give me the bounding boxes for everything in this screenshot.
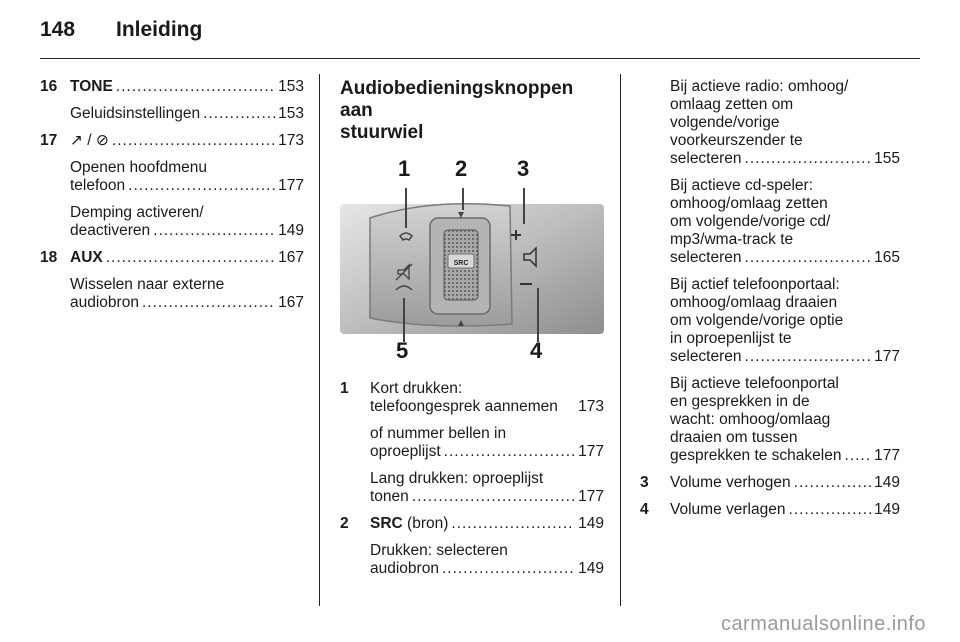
entry-number: 17	[40, 132, 58, 149]
src-button-label: SRC	[453, 260, 469, 267]
page-reference-link[interactable]: 149	[578, 560, 604, 577]
leader-dots	[444, 443, 575, 461]
entry-keyword: audiobron	[70, 294, 139, 311]
page-reference-link[interactable]: 167	[278, 249, 304, 266]
page-reference-link[interactable]: 167	[278, 294, 304, 311]
index-entry	[40, 249, 304, 267]
leader-dots	[106, 249, 275, 267]
entry-text-line: Bij actieve radio: omhoog/	[670, 78, 849, 95]
entry-number: 1	[340, 380, 349, 397]
entry-keyword: oproeplijst	[370, 443, 441, 460]
leader-dots	[142, 294, 275, 312]
index-entry	[40, 105, 304, 123]
index-entry	[340, 542, 604, 578]
leader-dots	[745, 348, 872, 366]
entry-text-line: en gesprekken in de	[670, 393, 810, 410]
entry-text-line: voorkeurszender te	[670, 132, 803, 149]
entry-keyword: SRC	[370, 515, 403, 532]
page-reference-link[interactable]: 173	[278, 132, 304, 149]
column-divider-1	[319, 74, 320, 606]
entry-keyword: selecteren	[670, 150, 742, 167]
page-reference-link[interactable]: 149	[278, 222, 304, 239]
entry-keyword: gesprekken te schakelen	[670, 447, 842, 464]
figure-label-1: 1	[398, 156, 411, 181]
index-entry	[340, 515, 604, 533]
leader-dots	[153, 222, 275, 240]
leader-dots	[442, 560, 575, 578]
entry-keyword: Geluidsinstellingen	[70, 105, 201, 122]
entry-text-line: Drukken: selecteren	[370, 542, 508, 559]
watermark: carmanualsonline.info	[720, 613, 926, 635]
page-reference-link[interactable]: 153	[278, 105, 304, 122]
index-entry	[640, 375, 900, 465]
index-entry	[40, 204, 304, 240]
page-reference-link[interactable]: 177	[874, 447, 900, 464]
entry-keyword: AUX	[70, 249, 103, 266]
entry-text-line: Openen hoofdmenu	[70, 159, 208, 176]
steering-wheel-controls-illustration	[340, 158, 604, 366]
steering-wheel-controls-figure	[340, 158, 604, 366]
leader-dots	[745, 249, 872, 267]
leader-dots	[128, 177, 275, 195]
entry-suffix: (bron)	[402, 515, 449, 532]
entry-keyword: TONE	[70, 78, 113, 95]
page-reference-link[interactable]: 177	[578, 488, 604, 505]
page-reference-link[interactable]: 149	[874, 501, 900, 518]
entry-keyword: telefoon	[70, 177, 126, 194]
index-entry	[40, 159, 304, 195]
entry-number: 16	[40, 78, 58, 95]
entry-text-line: wacht: omhoog/omlaag	[670, 411, 831, 428]
entry-label	[670, 474, 791, 492]
entry-text-line: Bij actief telefoonportaal:	[670, 276, 840, 293]
header-divider	[40, 58, 920, 59]
entry-label	[670, 501, 785, 519]
entry-text-line: om volgende/vorige cd/	[670, 213, 831, 230]
index-entry	[340, 470, 604, 506]
entry-label	[670, 348, 742, 366]
leader-dots	[203, 105, 275, 123]
index-column-1	[40, 78, 304, 321]
entry-number: 2	[340, 515, 349, 532]
page-reference-link[interactable]: 177	[874, 348, 900, 365]
leader-dots	[794, 474, 871, 492]
entry-keyword: ↗ / ⊘	[70, 132, 109, 149]
figure-label-4: 4	[530, 338, 543, 363]
index-entry	[640, 276, 900, 366]
entry-label	[670, 447, 841, 465]
entry-number: 4	[640, 501, 649, 518]
entry-label	[70, 294, 139, 312]
page-reference-link[interactable]: 165	[874, 249, 900, 266]
entry-keyword: Volume verhogen	[670, 474, 791, 491]
index-entry	[640, 474, 900, 492]
entry-label	[370, 443, 441, 461]
entry-text-line: in oproepenlijst te	[670, 330, 792, 347]
entry-text-line: Kort drukken:	[370, 380, 463, 397]
section-title	[340, 78, 604, 144]
entry-label	[70, 78, 113, 96]
index-entry	[40, 132, 304, 150]
entry-keyword: telefoongesprek aannemen	[370, 398, 558, 415]
index-entry	[640, 78, 900, 168]
entry-keyword: deactiveren	[70, 222, 151, 239]
index-entry	[640, 501, 900, 519]
figure-label-3: 3	[517, 156, 530, 181]
page-reference-link[interactable]: 149	[578, 515, 604, 532]
section-title-line-1: Audiobedieningsknoppen aan	[340, 78, 574, 121]
index-entry	[340, 425, 604, 461]
page-reference-link[interactable]: 155	[874, 150, 900, 167]
entry-text-line: om volgende/vorige optie	[670, 312, 844, 329]
column-divider-2	[620, 74, 621, 606]
entry-label	[370, 560, 439, 578]
entry-text-line: Demping activeren/	[70, 204, 204, 221]
index-column-2	[340, 78, 604, 587]
figure-label-2: 2	[455, 156, 468, 181]
entry-text-line: Lang drukken: oproeplijst	[370, 470, 544, 487]
leader-dots	[412, 488, 575, 506]
page-reference-link[interactable]: 177	[578, 443, 604, 460]
entry-label	[370, 515, 448, 533]
leader-dots	[112, 132, 275, 150]
entry-text-line: Bij actieve telefoonportal	[670, 375, 839, 392]
entry-number: 3	[640, 474, 649, 491]
entry-text-line: Wisselen naar externe	[70, 276, 225, 293]
entry-keyword: audiobron	[370, 560, 439, 577]
entry-text-line: omhoog/omlaag zetten	[670, 195, 828, 212]
entry-keyword: Volume verlagen	[670, 501, 786, 518]
entry-label	[670, 150, 742, 168]
leader-dots	[788, 501, 871, 519]
page-reference-link[interactable]: 177	[278, 177, 304, 194]
section-title-line-2: stuurwiel	[340, 122, 424, 143]
entry-keyword: tonen	[370, 488, 409, 505]
entry-text-line: omhoog/omlaag draaien	[670, 294, 838, 311]
page-number: 148	[40, 18, 76, 41]
entry-label	[70, 222, 150, 240]
entry-label	[670, 249, 742, 267]
index-column-3	[640, 78, 900, 528]
entry-text-line: Bij actieve cd-speler:	[670, 177, 814, 194]
entry-label	[370, 398, 558, 416]
page-reference-link[interactable]: 149	[874, 474, 900, 491]
button-descriptions	[340, 380, 604, 578]
entry-text-line: mp3/wma-track te	[670, 231, 794, 248]
entry-keyword: selecteren	[670, 348, 742, 365]
entry-label	[370, 488, 409, 506]
leader-dots	[451, 515, 575, 533]
entry-number: 18	[40, 249, 58, 266]
entry-label	[70, 249, 103, 267]
entry-label	[70, 105, 200, 123]
entry-label	[70, 177, 125, 195]
index-entry	[340, 380, 604, 416]
entry-text-line: of nummer bellen in	[370, 425, 507, 442]
page-header	[40, 18, 202, 42]
figure-label-5: 5	[396, 338, 409, 363]
index-entry	[40, 78, 304, 96]
leader-dots	[116, 78, 275, 96]
entry-text-line: volgende/vorige	[670, 114, 780, 131]
phone-icon-and-mute-icon	[70, 132, 109, 150]
entry-text-line: omlaag zetten om	[670, 96, 794, 113]
page-reference-link[interactable]: 153	[278, 78, 304, 95]
index-entry	[640, 177, 900, 267]
entry-keyword: selecteren	[670, 249, 742, 266]
leader-dots	[844, 447, 871, 465]
index-entry	[40, 276, 304, 312]
entry-text-line: draaien om tussen	[670, 429, 798, 446]
chapter-title: Inleiding	[116, 18, 203, 41]
leader-dots	[745, 150, 872, 168]
page-reference-link[interactable]: 173	[578, 398, 604, 415]
